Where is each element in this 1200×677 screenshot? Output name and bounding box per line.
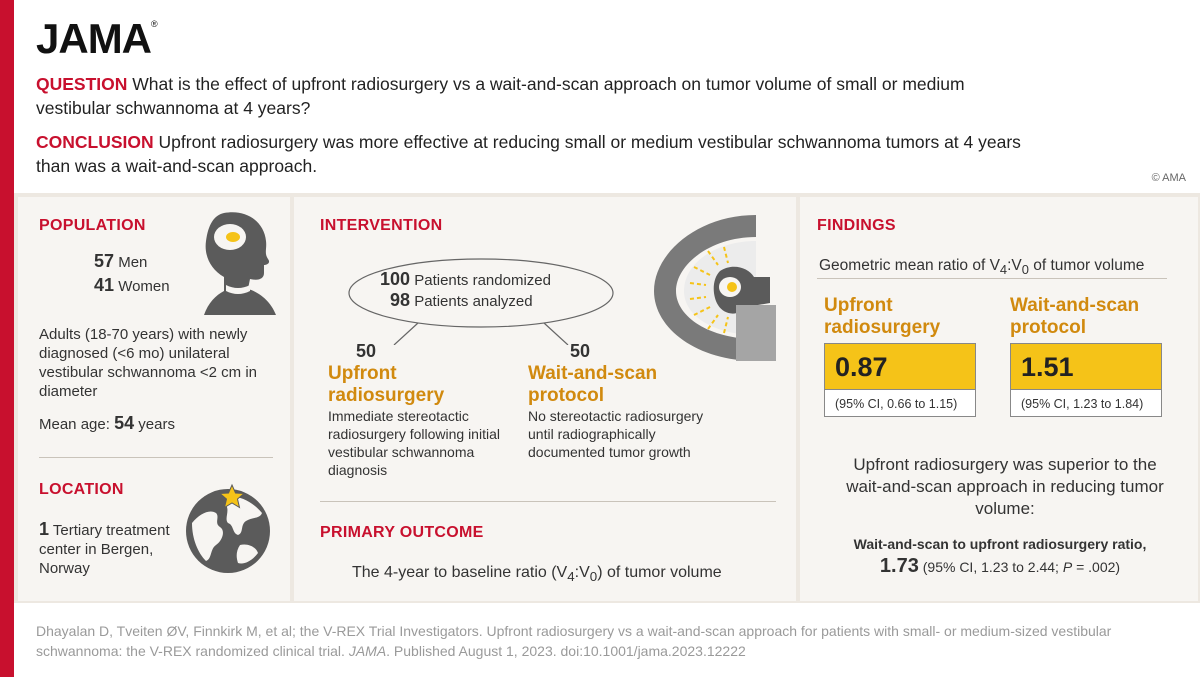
divider (39, 457, 273, 458)
findings-arm1-name: Upfront radiosurgery (824, 295, 941, 338)
arm2-n: 50 (570, 341, 591, 361)
location-text: 1 Tertiary treatment center in Bergen, Norway (39, 519, 170, 577)
population-location-panel (18, 197, 290, 601)
population-description: Adults (18-70 years) with newly diagnosed (<6 mo) unilateral vestibular schwannoma <2 cm in diameter (39, 326, 258, 400)
arm1-n: 50 (356, 341, 377, 361)
intervention-panel (294, 197, 796, 601)
findings-panel (800, 197, 1198, 601)
intervention-heading: INTERVENTION (320, 217, 443, 234)
location-heading: LOCATION (39, 481, 124, 498)
ratio-result: 1.73 (95% CI, 1.23 to 2.44; P = .002) (879, 555, 1121, 577)
citation: Dhayalan D, Tveiten ØV, Finnkirk M, et al; the V-REX Trial Investigators. Upfront radiosurgery vs a wait-and-scan approach for patients with small- or medium-sized vestibular schwannoma: the V-REX randomized clinical trial. JAMA. Published August 1, 2023. doi:10.1001/jama.2023.12222 (36, 623, 1112, 659)
arm2-description: No stereotactic radiosurgery until radiographically documented tumor growth (528, 408, 704, 460)
randomized-count: 100 Patients randomized (380, 269, 551, 289)
question-text: What is the effect of upfront radiosurgery vs a wait-and-scan approach on tumor volume of small or medium vestibular schwannoma at 4 years? (36, 74, 965, 118)
mri-scanner-icon (636, 211, 776, 361)
question (36, 72, 1026, 120)
conclusion-keyword: CONCLUSION (36, 132, 154, 152)
accent-bar (0, 0, 14, 677)
divider (320, 501, 776, 502)
header (14, 0, 1200, 193)
copyright: © AMA (1151, 172, 1186, 184)
question-keyword: QUESTION (36, 74, 128, 94)
content-area (14, 193, 1200, 603)
findings-heading: FINDINGS (817, 217, 896, 234)
arm1-name: Upfront radiosurgery (328, 363, 445, 406)
arm1-ci: (95% CI, 0.66 to 1.15) (835, 397, 958, 411)
arm2-value: 1.51 (1011, 344, 1161, 390)
jama-logo: JAMA® (36, 15, 157, 62)
findings-arm2-name: Wait-and-scan protocol (1010, 295, 1140, 338)
arm2-ci: (95% CI, 1.23 to 1.84) (1021, 397, 1144, 411)
arm1-value: 0.87 (825, 344, 975, 390)
men-stat: 57 Men (94, 251, 148, 271)
divider (817, 278, 1167, 279)
arm1-result-box (824, 343, 976, 417)
findings-subtitle: Geometric mean ratio of $V_4:V_0$ of tumor volume (819, 257, 1145, 278)
globe-icon (182, 483, 276, 577)
arm2-result-box (1010, 343, 1162, 417)
women-stat: 41 Women (94, 275, 170, 295)
conclusion-text: Upfront radiosurgery was more effective at reducing small or medium vestibular schwannoma tumors at 4 years than was a wait-and-scan approach. (36, 132, 1021, 176)
arm2-name: Wait-and-scan protocol (528, 363, 658, 406)
arm1-description: Immediate stereotactic radiosurgery following initial vestibular schwannoma diagnosis (328, 408, 500, 478)
population-heading: POPULATION (39, 217, 146, 234)
ratio-label: Wait-and-scan to upfront radiosurgery ratio, (853, 536, 1147, 552)
footer (14, 603, 1200, 677)
mean-age: Mean age: 54 years (39, 413, 175, 433)
conclusion (36, 130, 1026, 178)
primary-outcome-text: The 4-year to baseline ratio $(V_4:V_0)$ of tumor volume (352, 564, 722, 585)
analyzed-count: 98 Patients analyzed (390, 290, 533, 310)
findings-summary: Upfront radiosurgery was superior to the wait-and-scan approach in reducing tumor volume: (846, 455, 1164, 518)
head-profile-icon (194, 207, 284, 317)
primary-outcome-heading: PRIMARY OUTCOME (320, 524, 484, 541)
